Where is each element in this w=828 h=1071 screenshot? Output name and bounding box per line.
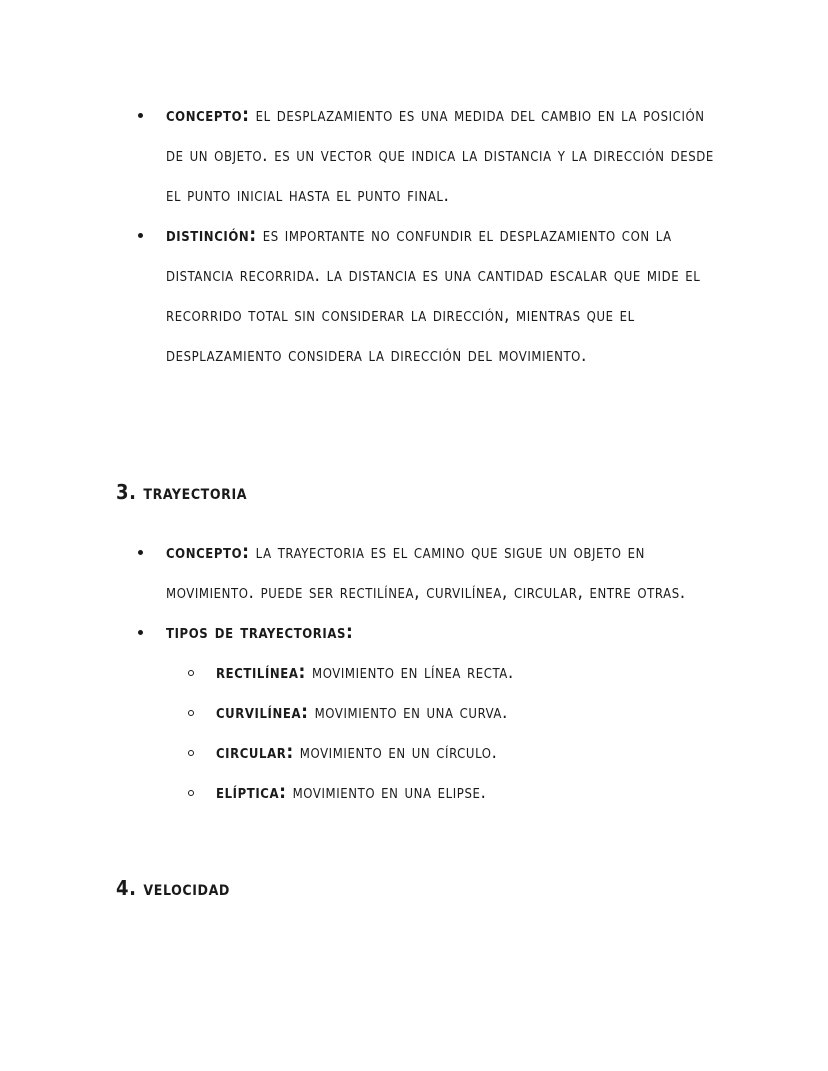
bullet-icon — [138, 550, 143, 555]
bullet-icon — [138, 630, 143, 635]
list-item — [116, 532, 726, 612]
term-label: circular: — [216, 741, 294, 763]
item-text: el desplazamiento es una medida del cambio en la posición de un objeto. es un vector que indica la distancia y la dirección desde el punto inicial hasta el punto final. — [166, 104, 714, 206]
section-heading-velocidad: 4. velocidad — [116, 876, 230, 900]
displacement-list — [116, 95, 726, 375]
trajectory-list — [116, 532, 726, 812]
term-label: elíptica: — [216, 781, 287, 803]
circle-bullet-icon — [188, 710, 194, 716]
circle-bullet-icon — [188, 790, 194, 796]
sub-list-item — [166, 652, 726, 692]
term-label: curvilínea: — [216, 701, 309, 723]
item-text: movimiento en un círculo. — [299, 741, 498, 763]
sub-list-item — [166, 732, 726, 772]
list-item — [116, 612, 726, 812]
item-text: es importante no confundir el desplazamiento con la distancia recorrida. la distancia es una cantidad escalar que mide el recorrido total sin considerar la dirección, mientras que el desplazamiento considera la dirección del movimiento. — [166, 224, 701, 366]
term-label: distinción: — [166, 224, 257, 246]
bullet-icon — [138, 113, 143, 118]
list-item — [116, 215, 726, 375]
term-label: tipos de trayectorias: — [166, 621, 354, 643]
section-heading-trayectoria: 3. trayectoria — [116, 480, 248, 504]
sub-list-item — [166, 692, 726, 732]
list-item — [116, 95, 726, 215]
circle-bullet-icon — [188, 670, 194, 676]
item-text: movimiento en una curva. — [314, 701, 508, 723]
sub-list-item — [166, 772, 726, 812]
circle-bullet-icon — [188, 750, 194, 756]
bullet-icon — [138, 233, 143, 238]
term-label: rectilínea: — [216, 661, 306, 683]
item-text: movimiento en una elipse. — [292, 781, 487, 803]
trajectory-types-list — [166, 652, 726, 812]
item-text: la trayectoria es el camino que sigue un objeto en movimiento. puede ser rectilínea, curvilínea, circular, entre otras. — [166, 541, 686, 603]
term-label: concepto: — [166, 541, 250, 563]
item-text: movimiento en línea recta. — [312, 661, 514, 683]
term-label: concepto: — [166, 104, 250, 126]
